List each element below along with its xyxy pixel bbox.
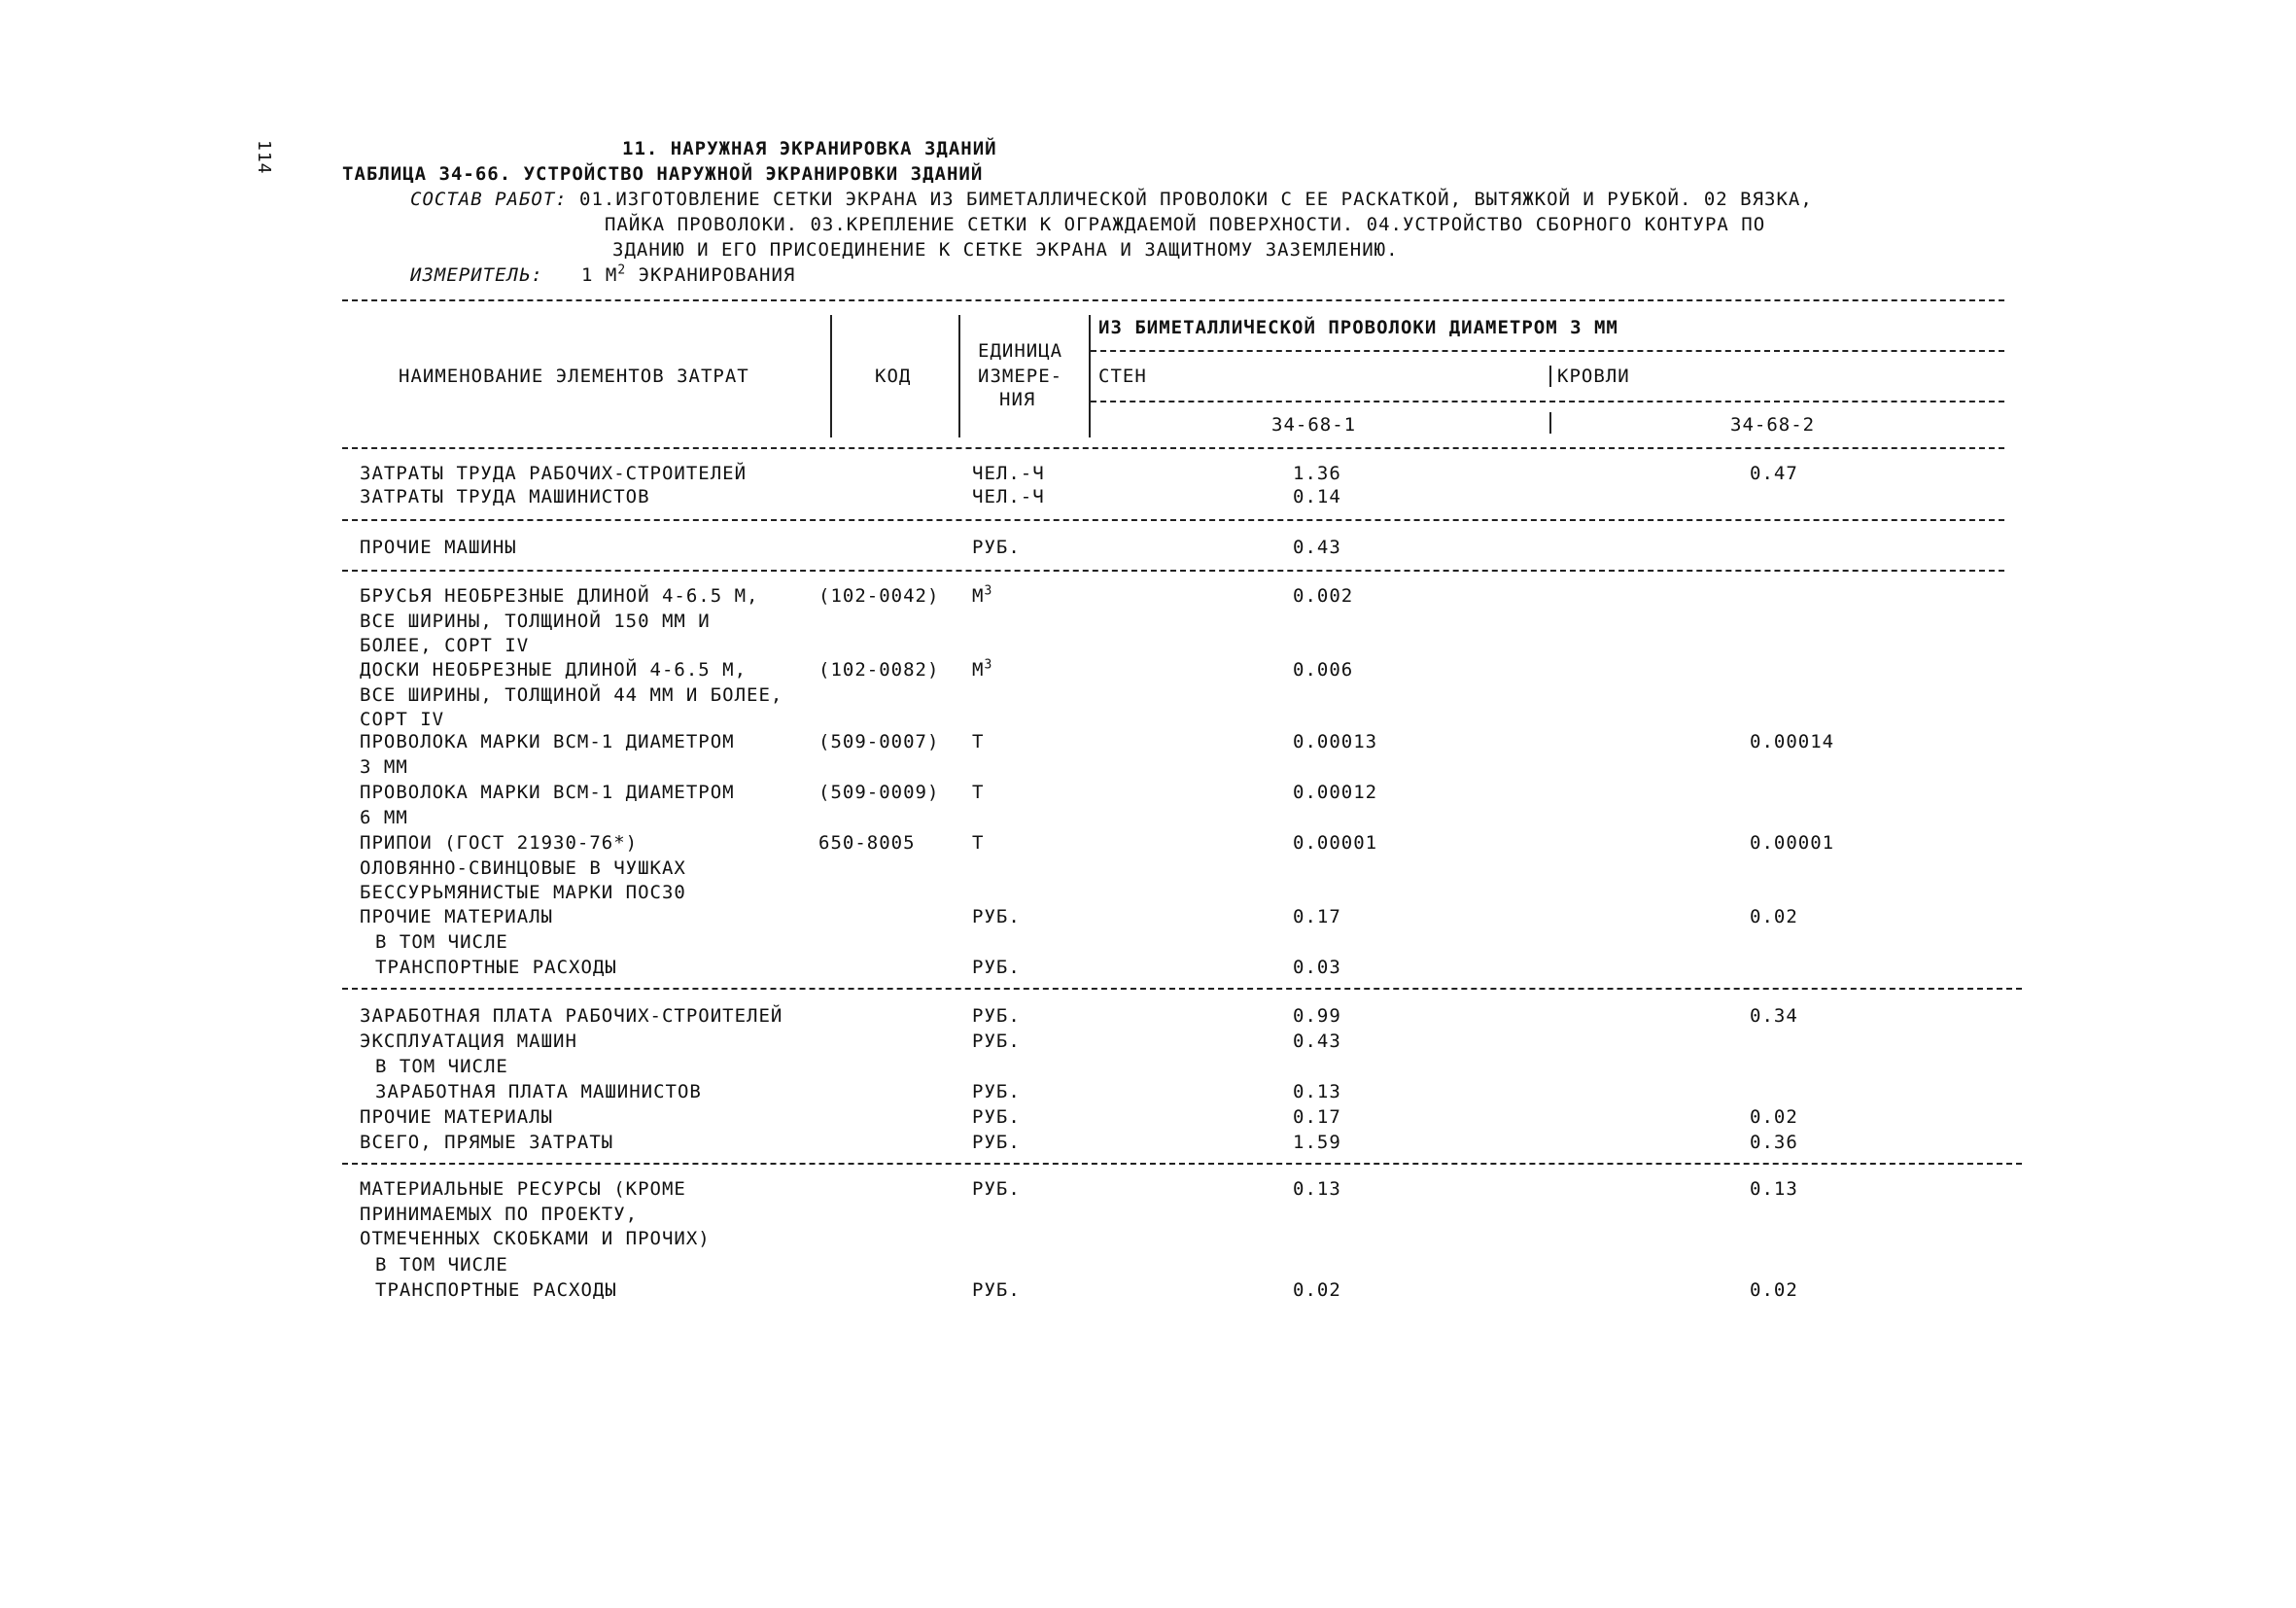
- row-value-roofs: 0.13: [1750, 1178, 1798, 1200]
- row-unit: РУБ.: [972, 1106, 1021, 1128]
- header-divider-4: [1549, 366, 1551, 387]
- row-name: ПРОЧИЕ МАТЕРИАЛЫ: [360, 1106, 554, 1128]
- row-name: В ТОМ ЧИСЛЕ: [375, 1254, 508, 1276]
- row-unit: РУБ.: [972, 906, 1021, 927]
- row-value-roofs: 0.00001: [1750, 832, 1835, 854]
- row-value-roofs: 0.34: [1750, 1005, 1798, 1027]
- header-group-rule: [1091, 350, 2004, 352]
- row-unit: РУБ.: [972, 537, 1021, 558]
- row-name: ПРИПОИ (ГОСТ 21930-76*): [360, 832, 639, 854]
- row-name: ВСЕГО, ПРЯМЫЕ ЗАТРАТЫ: [360, 1132, 614, 1153]
- row-value-walls: 0.14: [1293, 486, 1341, 507]
- row-unit: РУБ.: [972, 1081, 1021, 1102]
- row-name: ЗАРАБОТНАЯ ПЛАТА МАШИНИСТОВ: [375, 1081, 702, 1102]
- row-code: (102-0082): [818, 659, 940, 681]
- row-value-walls: 0.00012: [1293, 782, 1378, 803]
- row-unit: $М^3$: [972, 583, 993, 607]
- measure-label: ИЗМЕРИТЕЛЬ:: [410, 264, 543, 286]
- row-code: 650-8005: [818, 832, 916, 854]
- row-code: (102-0042): [818, 585, 940, 607]
- work-composition-label: СОСТАВ РАБОТ:: [410, 189, 568, 210]
- row-value-walls: 0.17: [1293, 1106, 1341, 1128]
- header-col2-code: 34-68-2: [1730, 414, 1816, 436]
- group-separator-4: [342, 1163, 2022, 1165]
- row-name: ПРИНИМАЕМЫХ ПО ПРОЕКТУ,: [360, 1203, 639, 1225]
- row-name: ТРАНСПОРТНЫЕ РАСХОДЫ: [375, 1279, 617, 1301]
- row-name: ДОСКИ НЕОБРЕЗНЫЕ ДЛИНОЙ 4-6.5 М,: [360, 659, 748, 681]
- row-unit: РУБ.: [972, 1031, 1021, 1052]
- row-value-walls: 0.00001: [1293, 832, 1378, 854]
- row-unit: РУБ.: [972, 1132, 1021, 1153]
- row-name: 3 ММ: [360, 755, 408, 778]
- header-col1-name: СТЕН: [1098, 366, 1147, 387]
- table-top-rule: [342, 299, 2004, 301]
- row-name: СОРТ IV: [360, 709, 445, 730]
- row-value-walls: 0.17: [1293, 906, 1341, 927]
- row-name: ВСЕ ШИРИНЫ, ТОЛЩИНОЙ 44 ММ И БОЛЕЕ,: [360, 683, 783, 706]
- row-value-walls: 0.002: [1293, 585, 1354, 607]
- row-unit: РУБ.: [972, 957, 1021, 978]
- header-divider-2: [958, 315, 960, 437]
- row-name: ОЛОВЯННО-СВИНЦОВЫЕ В ЧУШКАХ: [360, 856, 686, 879]
- header-unit-line-1: ЕДИНИЦА: [978, 340, 1063, 362]
- row-code: (509-0009): [818, 782, 940, 803]
- row-value-roofs: 0.02: [1750, 1106, 1798, 1128]
- row-name: БОЛЕЕ, СОРТ IV: [360, 635, 530, 656]
- page-number: 114: [254, 140, 274, 175]
- row-name: ЭКСПЛУАТАЦИЯ МАШИН: [360, 1031, 577, 1052]
- row-name: ЗАТРАТЫ ТРУДА МАШИНИСТОВ: [360, 486, 650, 507]
- row-name: БЕССУРЬМЯНИСТЫЕ МАРКИ ПОС30: [360, 882, 686, 903]
- row-unit: ЧЕЛ.-Ч: [972, 486, 1045, 507]
- row-value-walls: 0.43: [1293, 537, 1341, 558]
- row-code: (509-0007): [818, 731, 940, 752]
- row-name: БРУСЬЯ НЕОБРЕЗНЫЕ ДЛИНОЙ 4-6.5 М,: [360, 585, 759, 607]
- row-value-walls: 1.36: [1293, 463, 1341, 484]
- row-unit: РУБ.: [972, 1178, 1021, 1200]
- row-name: ВСЕ ШИРИНЫ, ТОЛЩИНОЙ 150 ММ И: [360, 610, 711, 632]
- row-value-walls: 0.13: [1293, 1178, 1341, 1200]
- row-name: В ТОМ ЧИСЛЕ: [375, 1056, 508, 1077]
- row-name: ПРОВОЛОКА МАРКИ ВСМ-1 ДИАМЕТРОМ: [360, 731, 735, 752]
- row-value-roofs: 0.36: [1750, 1132, 1798, 1153]
- row-unit: Т: [972, 731, 985, 752]
- section-title: 11. НАРУЖНАЯ ЭКРАНИРОВКА ЗДАНИЙ: [622, 138, 997, 159]
- header-code: КОД: [875, 366, 912, 387]
- row-name: ПРОЧИЕ МАШИНЫ: [360, 537, 517, 558]
- row-unit: РУБ.: [972, 1005, 1021, 1027]
- row-name: МАТЕРИАЛЬНЫЕ РЕСУРСЫ (КРОМЕ: [360, 1178, 686, 1200]
- work-line-2: ПАЙКА ПРОВОЛОКИ. 03.КРЕПЛЕНИЕ СЕТКИ К ОГРАЖДАЕМОЙ ПОВЕРХНОСТИ. 04.УСТРОЙСТВО СБОРНОГО КОНТУРА ПО: [605, 214, 1766, 235]
- header-divider-5: [1549, 412, 1551, 434]
- row-unit: РУБ.: [972, 1279, 1021, 1301]
- group-separator-3: [342, 988, 2022, 990]
- row-unit: Т: [972, 782, 985, 803]
- row-value-walls: 0.99: [1293, 1005, 1341, 1027]
- header-col2-name: КРОВЛИ: [1557, 366, 1630, 387]
- row-value-roofs: 0.02: [1750, 1279, 1798, 1301]
- header-bottom-rule: [342, 447, 2004, 449]
- header-unit-line-3: НИЯ: [999, 389, 1036, 410]
- row-unit: ЧЕЛ.-Ч: [972, 463, 1045, 484]
- table-title: ТАБЛИЦА 34-66. УСТРОЙСТВО НАРУЖНОЙ ЭКРАНИРОВКИ ЗДАНИЙ: [342, 163, 984, 185]
- row-value-roofs: 0.02: [1750, 906, 1798, 927]
- row-name: ОТМЕЧЕННЫХ СКОБКАМИ И ПРОЧИХ): [360, 1228, 711, 1249]
- work-line-3: ЗДАНИЮ И ЕГО ПРИСОЕДИНЕНИЕ К СЕТКЕ ЭКРАНА И ЗАЩИТНОМУ ЗАЗЕМЛЕНИЮ.: [612, 239, 1399, 261]
- work-line-1: 01.ИЗГОТОВЛЕНИЕ СЕТКИ ЭКРАНА ИЗ БИМЕТАЛЛИЧЕСКОЙ ПРОВОЛОКИ С ЕЕ РАСКАТКОЙ, ВЫТЯЖКОЙ И РУБКОЙ. 02 ВЯЗКА,: [579, 189, 1813, 210]
- row-name: ТРАНСПОРТНЫЕ РАСХОДЫ: [375, 957, 617, 978]
- header-sub-rule: [1091, 401, 2004, 402]
- row-unit: Т: [972, 832, 985, 854]
- header-col1-code: 34-68-1: [1271, 414, 1357, 436]
- header-name: НАИМЕНОВАНИЕ ЭЛЕМЕНТОВ ЗАТРАТ: [399, 366, 749, 387]
- measure-value: 1 $М^2$ ЭКРАНИРОВАНИЯ: [581, 262, 796, 286]
- header-unit-line-2: ИЗМЕРЕ-: [978, 366, 1063, 387]
- row-value-walls: 0.43: [1293, 1031, 1341, 1052]
- row-value-walls: 1.59: [1293, 1132, 1341, 1153]
- row-value-walls: 0.006: [1293, 659, 1354, 681]
- header-divider-1: [830, 315, 832, 437]
- row-name: В ТОМ ЧИСЛЕ: [375, 931, 508, 953]
- row-value-roofs: 0.47: [1750, 463, 1798, 484]
- row-unit: $М^3$: [972, 657, 993, 681]
- row-value-walls: 0.02: [1293, 1279, 1341, 1301]
- row-value-roofs: 0.00014: [1750, 731, 1835, 752]
- row-name: ЗАТРАТЫ ТРУДА РАБОЧИХ-СТРОИТЕЛЕЙ: [360, 463, 748, 484]
- row-name: ПРОВОЛОКА МАРКИ ВСМ-1 ДИАМЕТРОМ: [360, 782, 735, 803]
- row-name: ЗАРАБОТНАЯ ПЛАТА РАБОЧИХ-СТРОИТЕЛЕЙ: [360, 1005, 783, 1027]
- header-divider-3: [1089, 315, 1091, 437]
- row-name: 6 ММ: [360, 806, 408, 828]
- row-name: ПРОЧИЕ МАТЕРИАЛЫ: [360, 906, 554, 927]
- group-separator-2: [342, 570, 2004, 572]
- group-separator-1: [342, 519, 2004, 521]
- row-value-walls: 0.00013: [1293, 731, 1378, 752]
- row-value-walls: 0.13: [1293, 1081, 1341, 1102]
- header-group: ИЗ БИМЕТАЛЛИЧЕСКОЙ ПРОВОЛОКИ ДИАМЕТРОМ 3 ММ: [1098, 317, 1618, 338]
- row-value-walls: 0.03: [1293, 957, 1341, 978]
